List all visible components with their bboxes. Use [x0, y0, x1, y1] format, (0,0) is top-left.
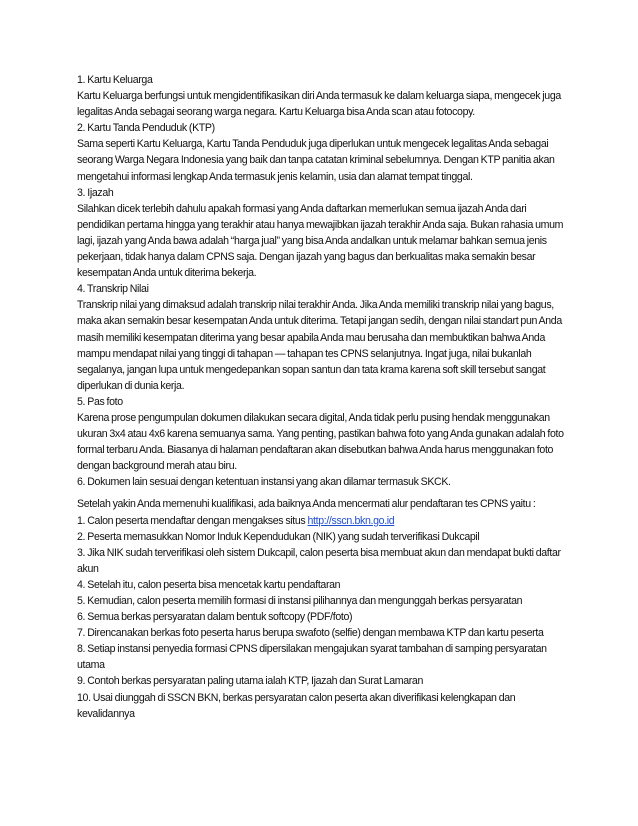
heading-transkrip-nilai: 4. Transkrip Nilai [77, 283, 149, 296]
heading-pas-foto: 5. Pas foto [77, 395, 123, 408]
step-8: 8. Setiap instansi penyedia formasi CPNS dipersilakan mengajukan syarat tambahan di samping persyaratan utama [77, 643, 547, 672]
paragraph-ktp: Sama seperti Kartu Keluarga, Kartu Tanda Penduduk juga diperlukan untuk mengecek legalitas Anda sebagai seorang Warga Negara Indonesia yang baik dan tanpa catatan kriminal sebelumnya. Dengan KTP panitia akan mengetahui informasi lengkap Anda termasuk jenis kelamin, usia dan alamat tempat tinggal. [77, 138, 555, 183]
heading-ijazah: 3. Ijazah [77, 186, 114, 199]
step-1-text: 1. Calon peserta mendaftar dengan mengakses situs [77, 514, 308, 527]
sscn-link[interactable]: http://sscn.bkn.go.id [307, 514, 395, 527]
step-2: 2. Peserta memasukkan Nomor Induk Kependudukan (NIK) yang sudah terverifikasi Dukcapil [77, 530, 480, 543]
paragraph-ijazah: Silahkan dicek terlebih dahulu apakah formasi yang Anda daftarkan memerlukan semua ijazah Anda dari pendidikan pertama hingga yang terakhir atau hanya mewajibkan ijazah terakhir Anda saja. Bukan rahasia umum lagi, ijazah yang Anda bawa adalah “harga jual” yang bisa Anda andalkan untuk melamar bahkan semua jenis pekerjaan, tidak hanya dalam CPNS saja. Dengan ijazah yang bagus dan berkualitas maka semakin besar kesempatan Anda untuk diterima bekerja. [77, 202, 564, 280]
heading-kartu-keluarga: 1. Kartu Keluarga [77, 74, 153, 86]
step-7: 7. Direncanakan berkas foto peserta harus berupa swafoto (selfie) dengan membawa KTP dan kartu peserta [77, 627, 544, 640]
step-1 [77, 513, 565, 529]
heading-ktp: 2. Kartu Tanda Penduduk (KTP) [77, 122, 215, 135]
item-dokumen-lain: 6. Dokumen lain sesuai dengan ketentuan instansi yang akan dilamar termasuk SKCK. [77, 476, 451, 489]
paragraph-alur-intro: Setelah yakin Anda memenuhi kualifikasi, ada baiknya Anda mencermati alur pendaftaran tes CPNS yaitu : [77, 498, 536, 511]
step-5: 5. Kemudian, calon peserta memilih formasi di instansi pilihannya dan mengunggah berkas persyaratan [77, 595, 523, 607]
step-3: 3. Jika NIK sudah terverifikasi oleh sistem Dukcapil, calon peserta bisa membuat akun dan mendapat bukti daftar akun [77, 546, 561, 575]
step-4: 4. Setelah itu, calon peserta bisa mencetak kartu pendaftaran [77, 578, 341, 591]
document-body [77, 72, 565, 722]
step-6: 6. Semua berkas persyaratan dalam bentuk softcopy (PDF/foto) [77, 611, 353, 624]
paragraph-transkrip-nilai: Transkrip nilai yang dimaksud adalah transkrip nilai terakhir Anda. Jika Anda memiliki transkrip nilai yang bagus, maka akan semakin besar kesempatan Anda untuk diterima. Tetapi jangan sedih, dengan nilai standart pun Anda masih memiliki kesempatan diterima yang besar apabila Anda mau berusaha dan membuktikan bahwa Anda mampu mendapat nilai yang tinggi di tahapan — tahapan tes CPNS selanjutnya. Ingat juga, nilai bukanlah segalanya, jangan lupa untuk mengedepankan sopan santun dan tata krama karena soft skill tersebut sangat diperlukan di dunia kerja. [77, 299, 562, 392]
paragraph-kartu-keluarga: Kartu Keluarga berfungsi untuk mengidentifikasikan diri Anda termasuk ke dalam keluarga siapa, mengecek juga legalitas Anda sebagai seorang warga negara. Kartu Keluarga bisa Anda scan atau fotocopy. [77, 90, 561, 119]
paragraph-pas-foto: Karena prose pengumpulan dokumen dilakukan secara digital, Anda tidak perlu pusing hendak menggunakan ukuran 3x4 atau 4x6 karena semuanya sama. Yang penting, pastikan bahwa foto yang Anda gunakan adalah foto formal terbaru Anda. Biasanya di halaman pendaftaran akan disebutkan bahwa Anda harus menggunakan foto dengan background merah atau biru. [77, 411, 564, 473]
step-10: 10. Usai diunggah di SSCN BKN, berkas persyaratan calon peserta akan diverifikasi kelengkapan dan kevalidannya [77, 691, 516, 720]
step-9: 9. Contoh berkas persyaratan paling utama ialah KTP, Ijazah dan Surat Lamaran [77, 675, 424, 688]
